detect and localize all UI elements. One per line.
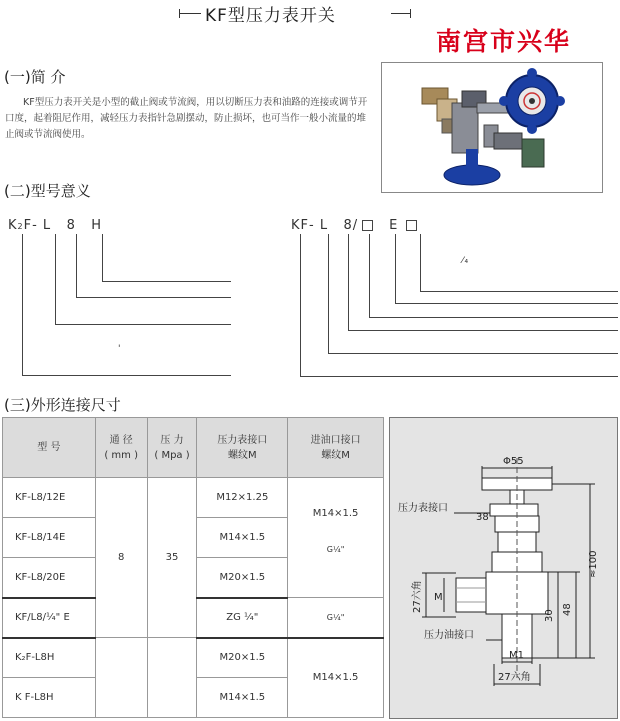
leader-rk-horiz [300,376,618,377]
empty-pressure-cell [147,638,197,718]
row-model: KF-L8/14E [3,518,96,558]
spec-table-header-row [3,418,384,478]
title-rule-left [179,13,201,14]
drawing-svg [390,418,619,720]
row-inlet: G¹⁄₄" [288,598,384,638]
leader-l [55,234,56,325]
header-pressure: 压 力 ( Mpa ) [147,418,197,478]
dim-30: 30 [544,609,555,622]
valve-illustration [382,63,603,193]
table-row [3,478,384,518]
title-rule-right-tick [410,9,411,18]
leader-r8-horiz [348,330,618,331]
left-model-code [8,218,102,233]
dim-phi55: Φ55 [503,456,524,467]
inlet-group1-a: M14×1.5 [312,508,359,519]
row-model: K F-L8H [3,678,96,718]
leader-e [395,234,396,304]
left-code-rest: F- L 8 H [23,218,103,233]
pressure-cell: 35 [147,478,197,638]
leader-rl-horiz [328,353,618,354]
right-code-e: E [389,218,399,233]
dim-48: 48 [562,603,573,616]
dimensions-heading: (三)外形连接尺寸 [4,396,121,414]
spec-table-container [2,417,384,719]
right-code-box-2 [406,220,417,231]
row-model: KF/L8/¹⁄₄" E [3,598,96,638]
inlet-group3-cell: M14×1.5 [288,638,384,718]
leader-8 [76,234,77,298]
left-small-mark: ' [118,344,122,354]
row-gauge: M14×1.5 [197,518,288,558]
spec-table [2,417,384,718]
leader-k [22,234,23,376]
header-model: 型 号 [3,418,96,478]
right-code-box-1 [362,220,373,231]
leader-r8 [348,234,349,331]
leader-box2-horiz [420,291,618,292]
row-gauge: M14×1.5 [197,678,288,718]
row-gauge: ZG ¹⁄₄" [197,598,288,638]
leader-rl [328,234,329,354]
inlet-group1-b: G¹⁄₄" [326,545,345,554]
right-code-main: KF- L 8/ [291,218,359,233]
row-gauge: M20×1.5 [197,558,288,598]
table-row [3,638,384,678]
label-oil-port: 压力油接口 [424,630,474,641]
row-gauge: M12×1.25 [197,478,288,518]
header-inlet-port: 进油口接口 螺纹M [288,418,384,478]
dim-M1: M1 [509,650,524,661]
row-gauge: M20×1.5 [197,638,288,678]
right-small-mark: ⁄₄ [462,256,470,266]
brand-name: 南宫市兴华 [436,27,572,56]
page-title: KF型压力表开关 [205,6,336,26]
leader-8-horiz [76,297,231,298]
leader-rk [300,234,301,377]
left-code-k: K [8,218,18,233]
header-gauge-port: 压力表接口 螺纹M [197,418,288,478]
row-model: KF-L8/20E [3,558,96,598]
dim-100: ≈100 [588,550,599,578]
title-rule-right [391,13,411,14]
leader-k-horiz [22,375,231,376]
left-code-subscript: 2 [17,222,24,231]
technical-drawing [389,417,618,719]
right-model-code [291,218,417,233]
label-gauge-port: 压力表接口 [398,503,448,514]
leader-box1-horiz [369,317,618,318]
model-meaning-heading: (二)型号意义 [4,182,91,200]
row-model: KF-L8/12E [3,478,96,518]
title-rule-left-tick [179,9,180,18]
dim-hex27-left: 27六角 [412,580,423,613]
dim-hex27-bottom: 27六角 [498,672,531,683]
inlet-group1-cell [288,478,384,598]
leader-h-horiz [102,281,231,282]
bore-cell: 8 [95,478,147,638]
leader-e-horiz [395,303,618,304]
empty-bore-cell [95,638,147,718]
row-model: K₂F-L8H [3,638,96,678]
dim-M: M [434,592,443,603]
header-bore: 通 径 ( mm ) [95,418,147,478]
intro-text: KF型压力表开关是小型的截止阀或节流阀，用以切断压力表和油路的连接或调节开口度，起着阻尼作用，减轻压力表指针急剧摆动，防止损坏，也可当作一般小流量的堆止阀或节流阀使用。 [5,97,368,140]
intro-heading: (一)简 介 [4,68,66,86]
leader-h [102,234,103,282]
dim-38: 38 [476,512,489,523]
leader-box1 [369,234,370,318]
leader-l-horiz [55,324,231,325]
leader-box2 [420,234,421,292]
product-photo [381,62,603,193]
